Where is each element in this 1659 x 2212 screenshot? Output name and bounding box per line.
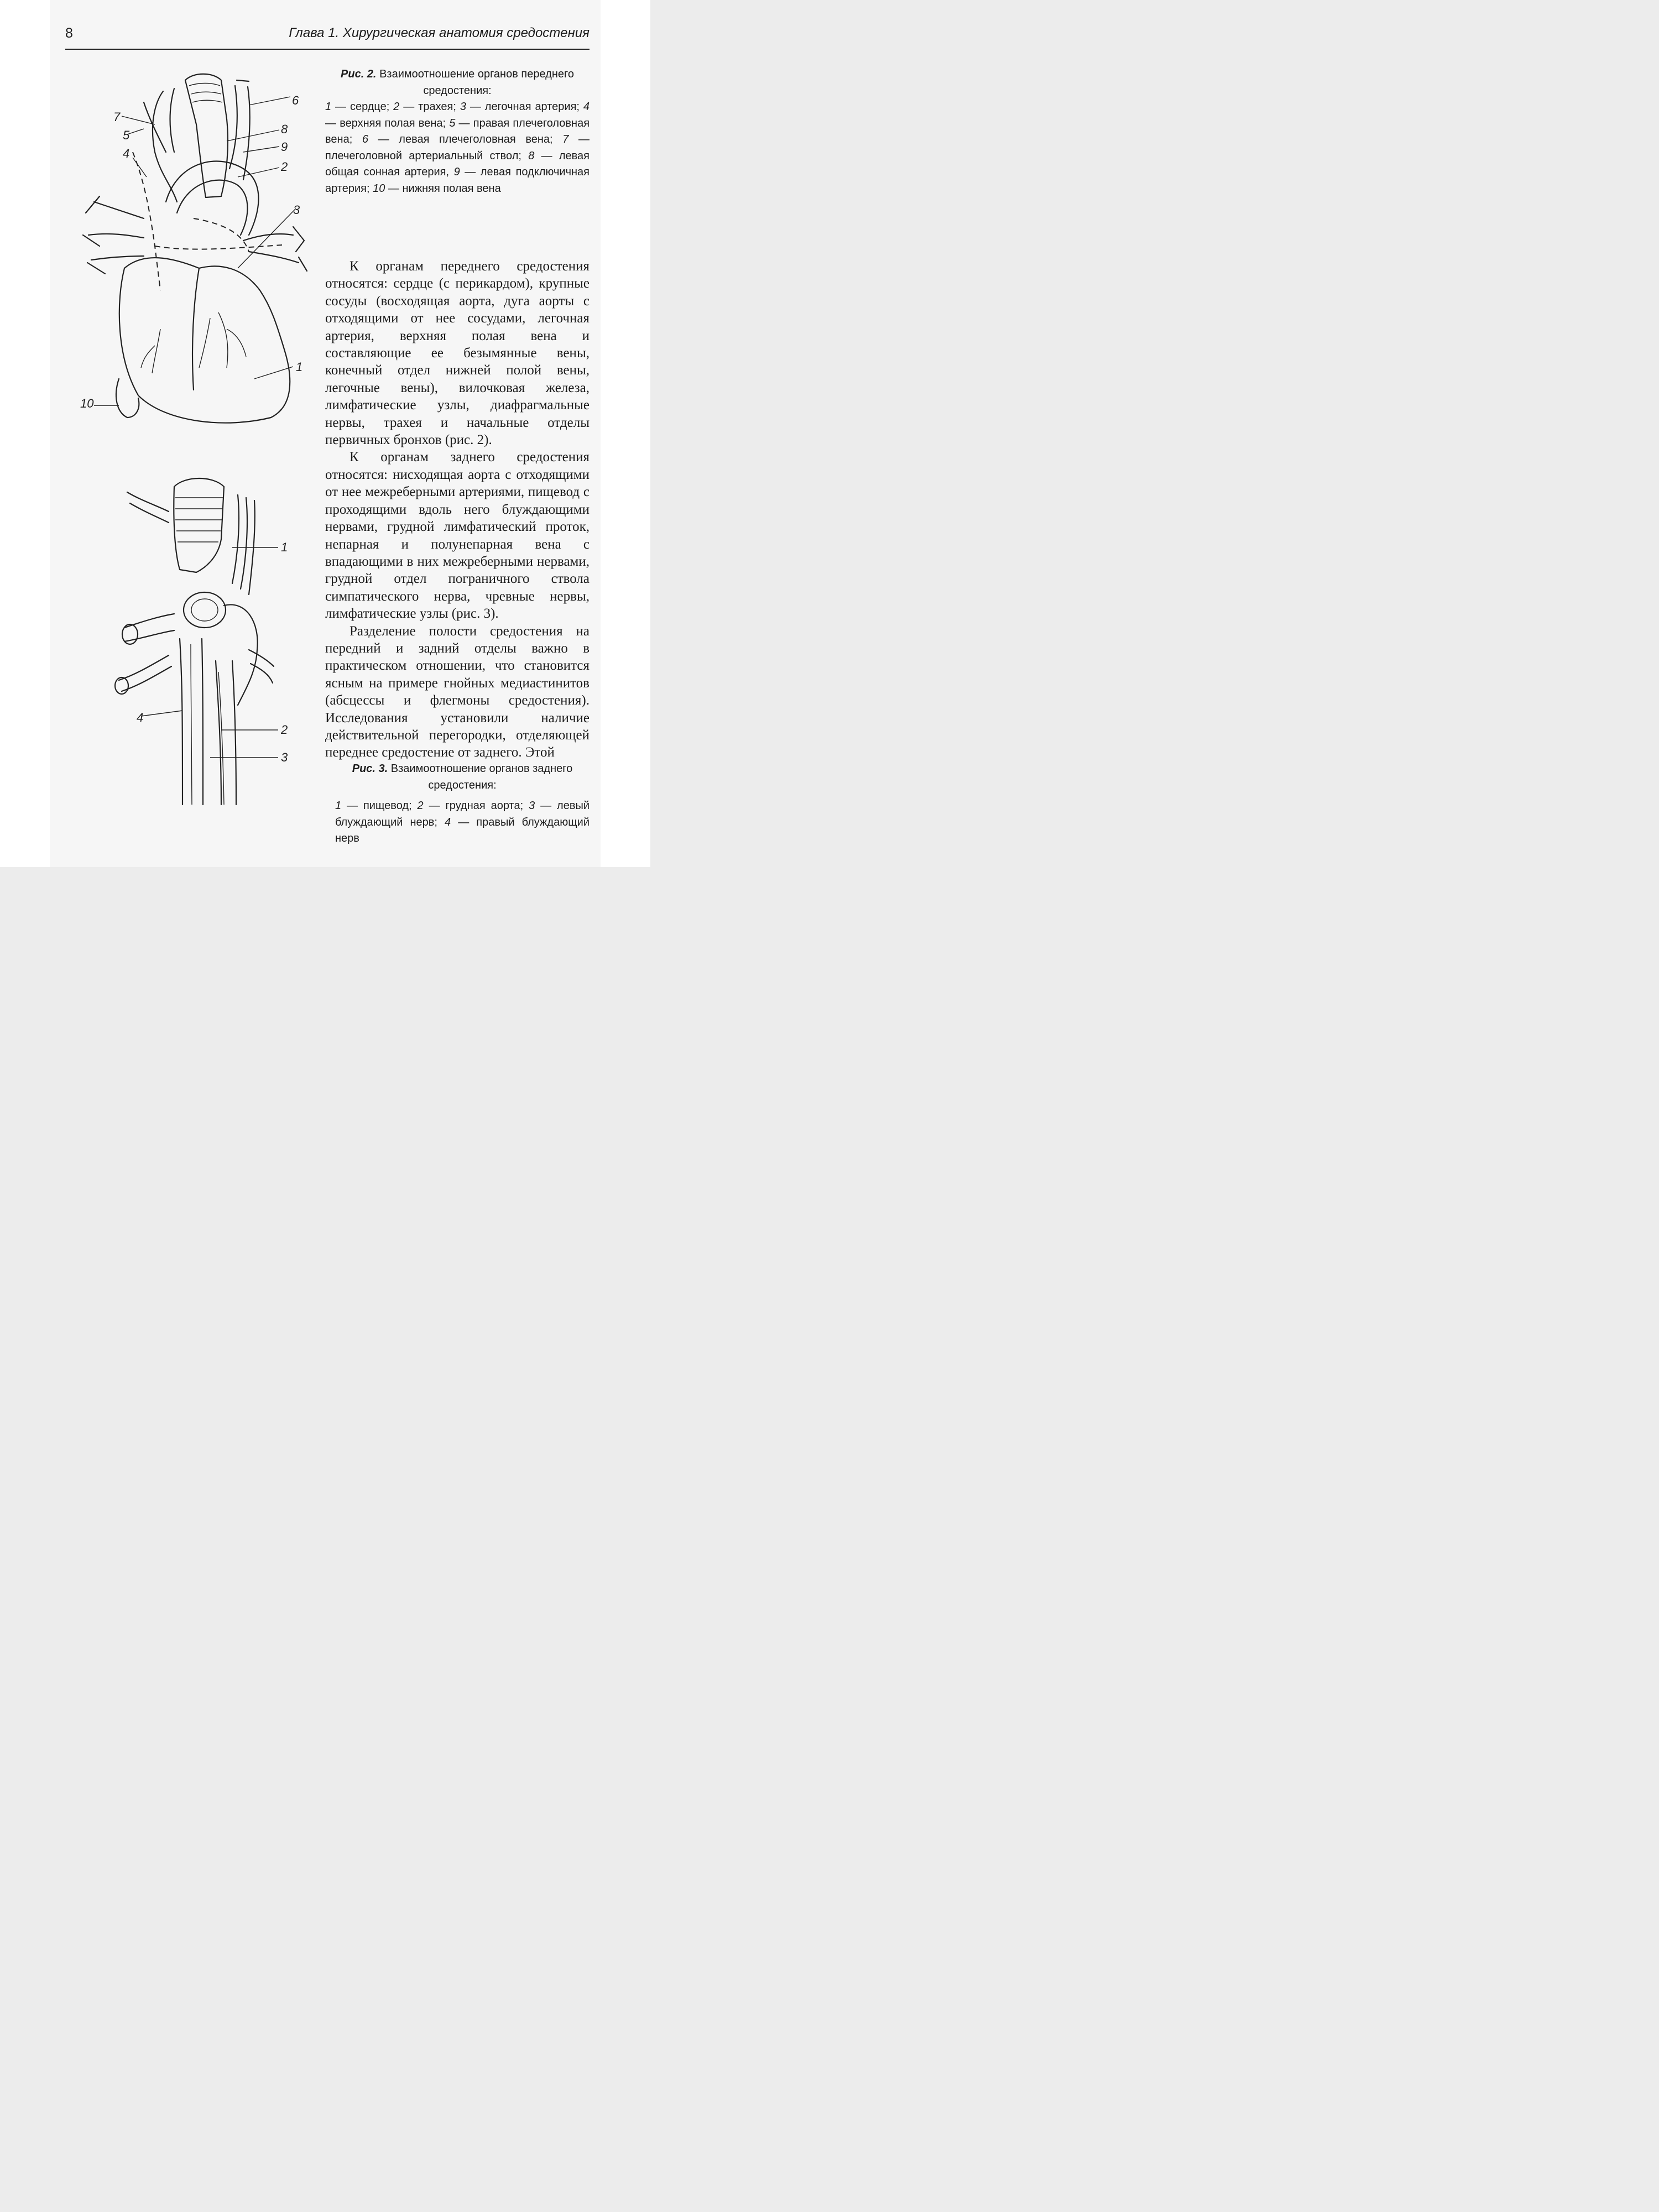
header-rule [65, 49, 589, 50]
fig3-label-3: 3 [281, 750, 288, 764]
legend-text: сердце; [349, 101, 390, 113]
fig2-label-8: 8 [281, 122, 288, 136]
body-text [325, 258, 589, 761]
legend-text: грудная аорта; [445, 800, 524, 812]
fig2-label-9: 9 [281, 140, 288, 154]
legend-text: левый блуждающий нерв; [335, 800, 589, 828]
fig2-label-2: 2 [281, 160, 288, 174]
page-margin-right [601, 0, 650, 867]
legend-num: 8 [528, 149, 535, 162]
legend-text: плечеголовной артериальный ствол; [325, 149, 521, 162]
legend-num: 6 [362, 133, 369, 145]
legend-text: левая подключичная артерия; [325, 166, 589, 195]
fig2-label-5: 5 [123, 128, 130, 142]
figure-2-title [325, 66, 589, 99]
fig3-label-1: 1 [281, 540, 288, 554]
page-margin-left [0, 0, 50, 867]
fig3-label-2: 2 [281, 723, 288, 737]
fig2-label-4: 4 [123, 147, 130, 160]
fig2-label-6: 6 [292, 93, 299, 107]
fig2-label-10: 10 [80, 397, 94, 410]
legend-num: 2 [417, 800, 424, 812]
legend-num: 1 [335, 800, 342, 812]
figure-3-prefix: Рис. 3. [352, 763, 388, 775]
legend-num: 4 [445, 816, 451, 828]
paragraph: К органам заднего средостения относятся: нисходящая аорта с отходящими от нее межреберными артериями, пищевод с проходящими вдоль него блуждающими нервами, грудной лимфатический проток, непарная и полунепарная вена с впадающими в них межреберными нервами, грудной отдел пограничного ствола симпатического нерва, чревные нервы, лимфатические узлы (рис. 3). [325, 450, 589, 622]
running-title: Глава 1. Хирургическая анатомия средостения [289, 25, 589, 40]
legend-text: левая общая сонная артерия, [325, 149, 589, 178]
legend-num: 5 [449, 117, 456, 129]
figure-2-illustration [61, 69, 321, 445]
running-header [65, 25, 589, 44]
posterior-mediastinum-drawing [115, 478, 274, 805]
figure-2-caption [325, 66, 589, 197]
legend-num: 3 [529, 800, 535, 812]
figure-3-caption [335, 761, 589, 847]
figure-3-title-text: Взаимоотношение органов заднего средостения: [390, 763, 573, 791]
legend-num: 4 [583, 101, 590, 113]
page-number: 8 [65, 25, 73, 41]
legend-text: нижняя полая вена [402, 182, 501, 195]
fig2-label-1: 1 [296, 360, 303, 374]
legend-num: 2 [393, 101, 400, 113]
legend-text: трахея; [418, 101, 456, 113]
figure-2-title-text: Взаимоотношение органов переднего средостения: [379, 68, 574, 97]
legend-text: правый блуждающий нерв [335, 816, 589, 844]
fig2-label-7: 7 [113, 110, 121, 124]
legend-num: 1 [325, 101, 332, 113]
figure-2-prefix: Рис. 2. [341, 68, 377, 80]
heart-drawing [83, 74, 307, 423]
legend-num: 3 [460, 101, 466, 113]
legend-num: 7 [562, 133, 569, 145]
figure-3-illustration [108, 473, 307, 810]
legend-text: верхняя полая вена; [340, 117, 446, 129]
figure-2-legend: 1 — сердце; 2 — трахея; 3 — легочная артерия; 4 — верхняя полая вена; 5 — правая плечеголовная вена; 6 — левая плечеголовная вена; 7 — плечеголовной артериальный ствол; 8 — левая общая сонная артерия, 9 — левая подключичная артерия; 10 — нижняя полая вена [325, 101, 590, 195]
legend-num: 9 [453, 166, 460, 178]
fig2-label-3: 3 [293, 203, 300, 217]
figure-3-legend: 1 — пищевод; 2 — грудная аорта; 3 — левый блуждающий нерв; 4 — правый блуждающий нерв [335, 800, 589, 844]
legend-text: легочная артерия; [484, 101, 580, 113]
legend-text: левая плечеголовная вена; [399, 133, 553, 145]
fig3-label-4: 4 [137, 711, 144, 724]
paragraph: Разделение полости средостения на передний и задний отделы важно в практическом отношении, что становится ясным на примере гнойных медиастинитов (абсцессы и флегмоны средостения). Исследования установили наличие действительной перегородки, отделяющей переднее средостение от заднего. Этой [325, 623, 589, 760]
paragraph: К органам переднего средостения относятся: сердце (с перикардом), крупные сосуды (восходящая аорта, дуга аорты с отходящими от нее сосудами, легочная артерия, верхняя полая вена и составляющие ее безымянные вены, конечный отдел нижней полой вены, легочные вены), вилочковая железа, лимфатические узлы, диафрагмальные нервы, трахея и начальные отделы первичных бронхов (рис. 2). [325, 259, 589, 448]
legend-num: 10 [373, 182, 385, 195]
legend-text: пищевод; [363, 800, 412, 812]
legend-text: правая плечеголовная вена; [325, 117, 590, 145]
figure-3-title [335, 761, 589, 794]
